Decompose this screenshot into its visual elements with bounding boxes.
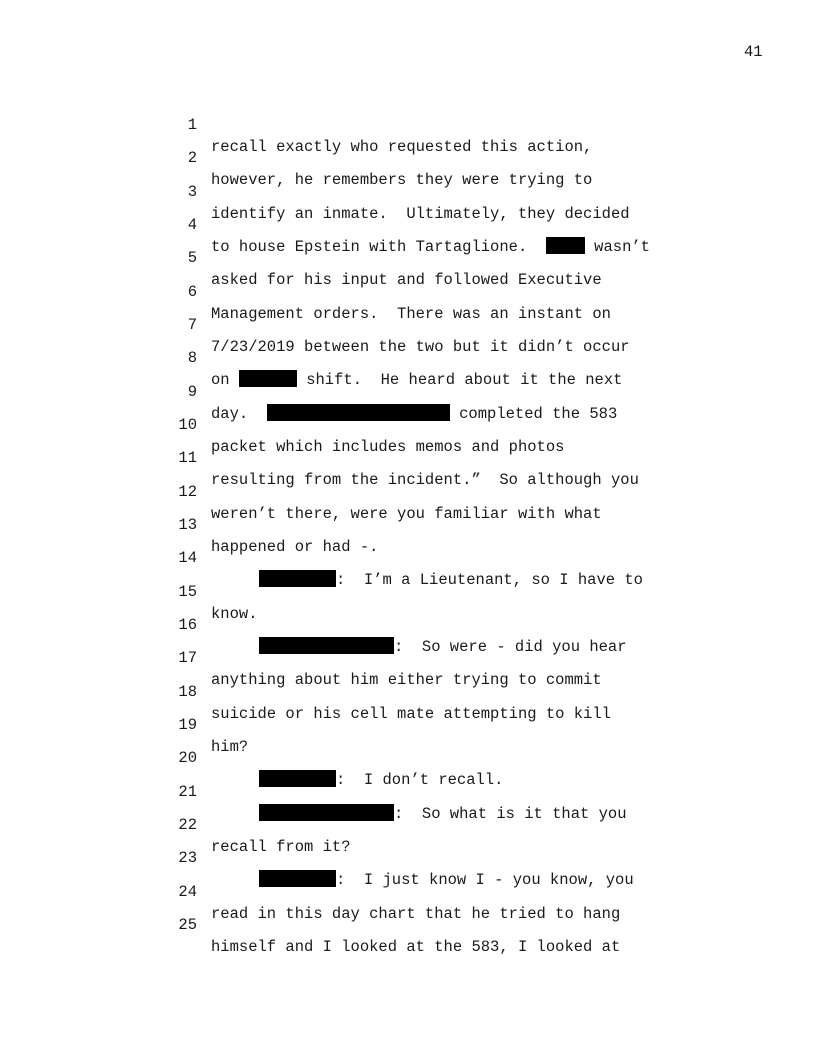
line-number: 3 — [187, 182, 197, 201]
line-text: himself and I looked at the 583, I looked at — [211, 937, 621, 956]
line-number: 10 — [178, 415, 197, 434]
line-number: 23 — [178, 849, 197, 868]
line-number: 18 — [178, 682, 197, 701]
transcript-line — [0, 292, 816, 356]
transcript-line — [0, 125, 816, 190]
line-number: 25 — [178, 915, 197, 934]
line-text: know. — [211, 604, 258, 623]
line-text: anything about him either trying to commit — [211, 671, 602, 690]
line-number: 9 — [187, 382, 197, 401]
line-number: 15 — [178, 582, 197, 601]
line-text: recall exactly who requested this action, — [211, 138, 593, 156]
line-number: 1 — [187, 116, 197, 134]
line-number: 12 — [178, 482, 197, 501]
line-text: read in this day chart that he tried to hang — [211, 904, 621, 923]
transcript-body — [0, 92, 816, 956]
line-text: on shift. He heard about it the next — [211, 371, 623, 390]
line-text: packet which includes memos and photos — [211, 437, 565, 456]
line-number: 8 — [187, 349, 197, 368]
line-number: 22 — [178, 815, 197, 834]
line-text: resulting from the incident.” So although you — [211, 471, 639, 490]
line-text: happened or had -. — [211, 537, 379, 556]
line-number: 5 — [187, 249, 197, 268]
transcript-line — [0, 759, 816, 823]
line-number: 16 — [178, 615, 197, 634]
line-number: 24 — [178, 882, 197, 901]
transcript-line — [0, 625, 816, 690]
line-text: recall from it? — [211, 837, 351, 856]
line-number: 11 — [178, 449, 197, 468]
line-number: 4 — [187, 215, 197, 234]
line-text: weren’t there, were you familiar with what — [211, 504, 602, 523]
line-text: day. completed the 583 — [211, 404, 618, 423]
line-number: 21 — [178, 782, 197, 801]
transcript-line — [0, 225, 816, 290]
transcript-line — [0, 359, 816, 423]
transcript-line — [0, 559, 816, 623]
line-number: 19 — [178, 715, 197, 734]
transcript-line — [0, 392, 816, 456]
line-text: : I’m a Lieutenant, so I have to — [211, 569, 643, 591]
transcript-line — [0, 192, 816, 256]
line-number: 6 — [187, 282, 197, 301]
transcript-line — [0, 659, 816, 723]
line-number: 14 — [178, 549, 197, 568]
line-text: him? — [211, 737, 249, 756]
line-text: however, he remembers they were trying to — [211, 171, 593, 190]
line-text: : I don’t recall. — [211, 769, 503, 791]
transcript-line — [0, 459, 816, 523]
transcript-line — [0, 859, 816, 923]
transcript-line — [0, 325, 816, 390]
line-text: : I just know I - you know, you — [211, 869, 634, 891]
line-text: Management orders. There was an instant on — [211, 304, 611, 323]
transcript-line — [0, 92, 816, 156]
line-number: 20 — [178, 749, 197, 768]
transcript-line — [0, 525, 816, 590]
page-number: 41 — [744, 43, 763, 61]
transcript-line — [0, 725, 816, 790]
line-text: identify an inmate. Ultimately, they decided — [211, 204, 630, 223]
transcript-line — [0, 792, 816, 856]
line-text: asked for his input and followed Executive — [211, 271, 602, 290]
line-text: 7/23/2019 between the two but it didn’t occur — [211, 337, 630, 356]
transcript-line — [0, 492, 816, 556]
transcript-line — [0, 425, 816, 490]
transcript-line — [0, 159, 816, 223]
transcript-line — [0, 892, 816, 956]
line-text: to house Epstein with Tartaglione. wasn’t — [211, 237, 650, 256]
line-text: : So were - did you hear — [211, 636, 627, 658]
line-number: 17 — [178, 649, 197, 668]
transcript-line — [0, 592, 816, 656]
transcript-line — [0, 692, 816, 756]
transcript-line — [0, 825, 816, 890]
transcript-line — [0, 259, 816, 323]
line-number: 2 — [187, 149, 197, 168]
line-text: : So what is it that you — [211, 803, 627, 825]
line-number: 13 — [178, 515, 197, 534]
line-number: 7 — [187, 315, 197, 334]
line-text: suicide or his cell mate attempting to kill — [211, 704, 611, 723]
